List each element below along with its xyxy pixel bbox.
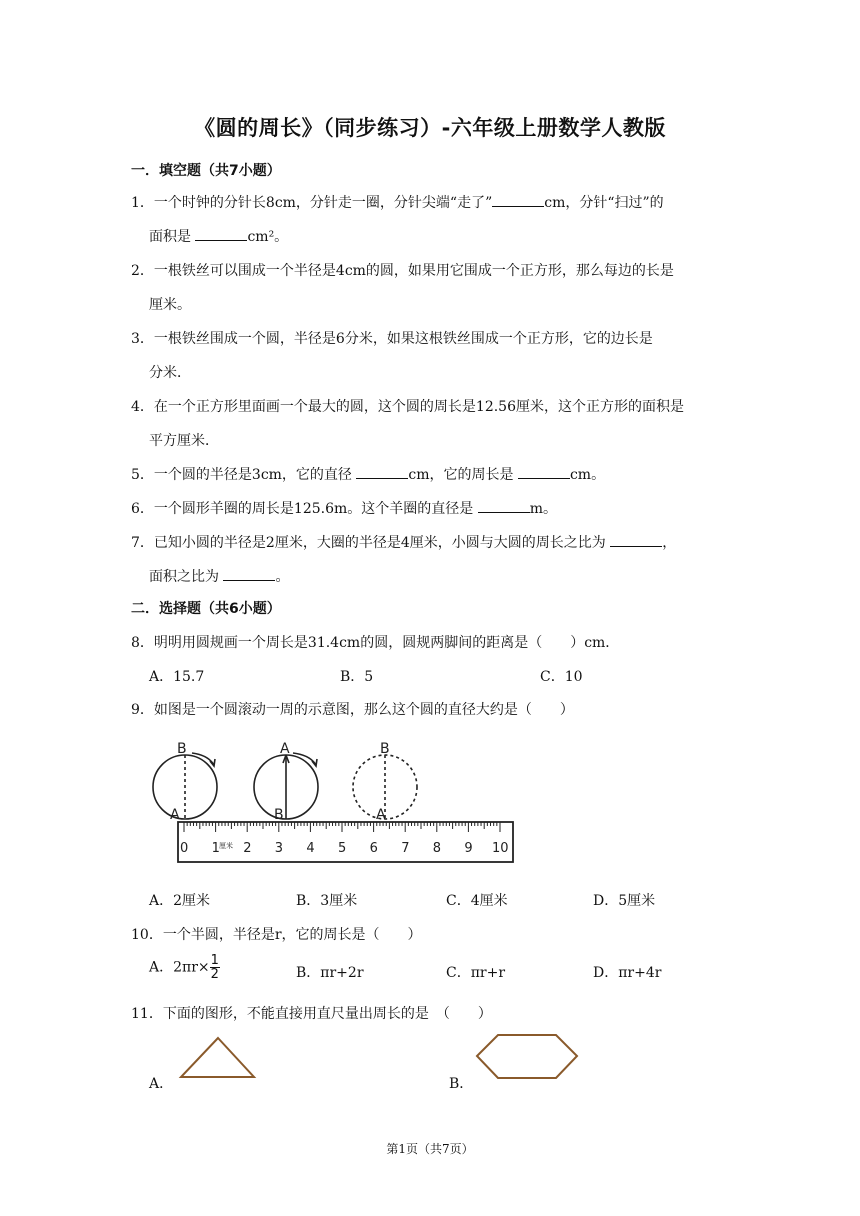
point-label-b2: B	[274, 807, 284, 823]
rolling-circle-figure	[140, 735, 530, 870]
ruler-tick-label: 6	[369, 841, 378, 856]
point-label-a3: A	[376, 807, 386, 823]
q10-option-d[interactable]: D．πr+4r	[593, 965, 662, 981]
page-footer: 第1页（共7页）	[386, 1142, 474, 1156]
answer-blank[interactable]	[223, 568, 275, 581]
page-title: 《圆的周长》（同步练习）-六年级上册数学人教版	[194, 116, 666, 140]
q11-option-a[interactable]: A．	[149, 1076, 174, 1092]
question-3: 3．一根铁丝围成一个圆，半径是6分米，如果这根铁丝围成一个正方形，它的边长是	[131, 331, 653, 347]
ruler-tick-label: 9	[464, 841, 473, 856]
hexagon-shape	[474, 1032, 580, 1082]
triangle-shape	[178, 1035, 258, 1081]
answer-blank[interactable]	[356, 466, 408, 479]
question-2-cont: 厘米。	[149, 297, 191, 313]
ruler-unit-label: 厘米	[219, 842, 233, 850]
question-5: 5．一个圆的半径是3cm，它的直径 cm，它的周长是 cm。	[131, 467, 606, 483]
answer-blank[interactable]	[195, 228, 247, 241]
ruler-tick-label: 1	[211, 841, 220, 856]
question-11: 11．下面的图形，不能直接用直尺量出周长的是 （ ）	[131, 1006, 492, 1022]
point-label-a1: A	[170, 807, 180, 823]
q10-option-c[interactable]: C．πr+r	[446, 965, 506, 981]
question-8: 8．明明用圆规画一个周长是31.4cm的圆，圆规两脚间的距离是（ ）cm．	[131, 635, 620, 651]
answer-blank[interactable]	[518, 466, 570, 479]
q10-option-b[interactable]: B．πr+2r	[296, 965, 364, 981]
question-2: 2．一根铁丝可以围成一个半径是4cm的圆，如果用它围成一个正方形，那么每边的长是	[131, 263, 674, 279]
answer-blank[interactable]	[610, 534, 662, 547]
section-fill-in-blank: 一．填空题（共7小题）	[131, 163, 281, 179]
ruler-tick-label: 2	[243, 841, 252, 856]
question-7: 7．已知小圆的半径是2厘米，大圈的半径是4厘米，小圆与大圆的周长之比为 ，	[131, 535, 677, 551]
section-multiple-choice: 二．选择题（共6小题）	[131, 601, 281, 617]
question-7-cont: 面积之比为 。	[149, 569, 290, 585]
point-label-a2: A	[280, 741, 290, 757]
ruler-tick-label: 5	[338, 841, 347, 856]
fraction-one-half: $\frac{1}{2}$	[210, 953, 219, 982]
question-9: 9．如图是一个圆滚动一周的示意图，那么这个圆的直径大约是（ ）	[131, 702, 574, 718]
q9-option-d[interactable]: D．5厘米	[593, 893, 656, 909]
ruler-tick-label: 8	[432, 841, 442, 856]
rotation-arrow-2	[293, 753, 316, 765]
question-3-cont: 分米．	[149, 365, 191, 381]
q8-option-b[interactable]: B．5	[340, 669, 374, 685]
q11-option-b[interactable]: B．	[449, 1076, 474, 1092]
ruler-tick-label: 3	[274, 841, 284, 856]
q8-option-c[interactable]: C．10	[540, 669, 583, 685]
answer-blank[interactable]	[492, 194, 544, 207]
question-4: 4．在一个正方形里面画一个最大的圆，这个圆的周长是12.56厘米，这个正方形的面积是	[131, 399, 684, 415]
q9-option-a[interactable]: A．2厘米	[149, 893, 211, 909]
rotation-arrow-1	[192, 753, 214, 765]
question-6: 6．一个圆形羊圈的周长是125.6m。这个羊圈的直径是 m。	[131, 501, 557, 517]
question-10: 10．一个半圆，半径是r，它的周长是（ ）	[131, 927, 422, 943]
ruler-tick-label: 0	[180, 841, 189, 856]
question-4-cont: 平方厘米．	[149, 433, 219, 449]
answer-blank[interactable]	[478, 500, 530, 513]
point-label-b1: B	[177, 741, 187, 757]
q8-option-a[interactable]: A．15.7	[149, 669, 205, 685]
ruler-tick-label: 10	[492, 841, 509, 856]
ruler-tick-label: 4	[306, 841, 315, 856]
ruler-tick-label: 7	[401, 841, 410, 856]
question-1-cont: 面积是 cm²。	[149, 229, 289, 245]
point-label-b3: B	[380, 741, 390, 757]
q9-option-b[interactable]: B．3厘米	[296, 893, 358, 909]
question-1: 1．一个时钟的分针长8cm，分针走一圈，分针尖端“走了” cm，分针“扫过”的	[131, 195, 664, 211]
q9-option-c[interactable]: C．4厘米	[446, 893, 508, 909]
q10-option-a[interactable]: A．2πr× $\frac{1}{2}$	[149, 953, 219, 982]
